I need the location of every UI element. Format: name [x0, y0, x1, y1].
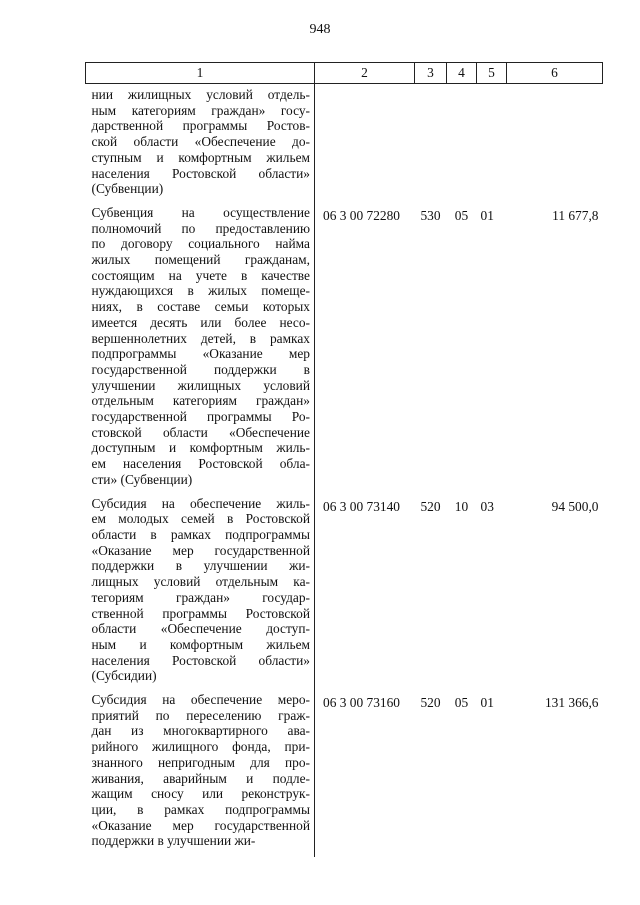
row-name-line: жилых помещений гражданам, — [91, 252, 310, 268]
row-name-line: населения Ростовской области» — [91, 652, 310, 668]
row-name-line: нуждающихся в жилых помеще- — [91, 283, 310, 299]
row-name-cell — [86, 692, 315, 857]
row-name-line: государственной программы Ро- — [91, 409, 310, 425]
row-name-line: нии жилищных условий отдель- — [91, 87, 310, 102]
row-name-line: живания, аварийным и подле- — [91, 770, 310, 786]
target-code-cell: 06 3 00 73140 — [323, 498, 400, 514]
section-cell — [447, 84, 477, 205]
row-name-line: состоящим на учете в качестве — [91, 267, 310, 283]
row-name-line: «Оказание мер государственной — [91, 542, 310, 558]
column-header: 4 — [447, 63, 477, 84]
subsection-cell: 01 — [480, 207, 494, 223]
table-row — [86, 84, 603, 205]
row-name-line: ниях, в составе семьи которых — [91, 299, 310, 315]
table-body — [86, 84, 603, 858]
row-name-line: вершеннолетних детей, в рамках — [91, 330, 310, 346]
table-row — [86, 692, 603, 857]
row-name-line: полномочий по предоставлению — [91, 220, 310, 236]
row-name-line: Субвенция на осуществление — [91, 204, 310, 220]
column-header: 5 — [477, 63, 507, 84]
row-name-line: ции, в рамках подпрограммы — [91, 801, 310, 817]
table-row — [86, 496, 603, 692]
row-name-line: ным и комфортным жильем — [91, 636, 310, 652]
amount-cell: 131 366,6 — [544, 695, 599, 711]
subsection-cell: 03 — [480, 498, 494, 514]
row-name-line: дарственной программы Ростов- — [91, 118, 310, 134]
section-cell: 10 — [454, 498, 469, 514]
expense-type-cell — [415, 84, 447, 205]
row-name-line: имеется десять или более несо- — [91, 314, 310, 330]
table-row — [86, 205, 603, 496]
expense-type-cell: 520 — [420, 695, 441, 711]
row-name-line: ственной программы Ростовской — [91, 605, 310, 621]
row-name-line: области в рамках подпрограммы — [91, 526, 310, 542]
row-name-line: сти» (Субвенции) — [91, 471, 193, 487]
row-name-line: рийного жилищного фонда, при- — [91, 739, 310, 755]
row-name-line: Субсидия на обеспечение меро- — [91, 692, 310, 708]
row-name-line: дан из многоквартирного ава- — [91, 723, 310, 739]
row-name-cell — [86, 205, 315, 496]
amount-cell: 11 677,8 — [552, 207, 599, 223]
row-name-cell — [86, 84, 315, 205]
row-name-line: ступным и комфортным жильем — [91, 149, 310, 165]
row-name-line: лищных условий отдельным ка- — [91, 574, 310, 590]
row-name-line: улучшении жилищных условий — [91, 377, 310, 393]
column-header: 1 — [86, 63, 315, 84]
subsection-cell — [477, 84, 507, 205]
row-name-line: «Оказание мер государственной — [91, 817, 310, 833]
row-name-line: Субсидия на обеспечение жиль- — [91, 495, 310, 511]
row-name-line: населения Ростовской области» — [91, 165, 310, 181]
row-name-line: доступным и комфортным жиль- — [91, 440, 310, 456]
row-name-line: (Субвенции) — [91, 181, 164, 197]
row-name-line: (Субсидии) — [91, 668, 157, 684]
row-name-line: тегориям граждан» государ- — [91, 589, 310, 605]
row-name-cell — [86, 496, 315, 692]
row-name-line: ем населения Ростовской обла- — [91, 456, 310, 472]
row-name-line: приятий по переселению граж- — [91, 707, 310, 723]
row-name-line: подпрограммы «Оказание мер — [91, 346, 310, 362]
row-name-line: ской области «Обеспечение до- — [91, 134, 310, 150]
row-name-line: отдельным категориям граждан» — [91, 393, 310, 409]
row-name-line: жащим сносу или реконструк- — [91, 786, 310, 802]
target-code-cell: 06 3 00 72280 — [323, 207, 400, 223]
expense-type-cell: 530 — [420, 207, 441, 223]
target-code-cell: 06 3 00 73160 — [323, 695, 400, 711]
row-name-line: стовской области «Обеспечение — [91, 424, 310, 440]
page-number: 948 — [309, 22, 331, 37]
row-name-line: поддержки в улучшении жи- — [91, 833, 256, 849]
row-name-line: государственной поддержки в — [91, 361, 310, 377]
amount-cell — [507, 84, 603, 205]
row-name-line: ем молодых семей в Ростовской — [91, 511, 310, 527]
target-code-cell — [315, 84, 415, 205]
row-name-line: ным категориям граждан» госу- — [91, 102, 310, 118]
amount-cell: 94 500,0 — [551, 498, 599, 514]
row-name-line: области «Обеспечение доступ- — [91, 621, 310, 637]
budget-table — [85, 62, 603, 857]
column-header: 2 — [315, 63, 415, 84]
subsection-cell: 01 — [480, 695, 494, 711]
row-name-line: по договору социального найма — [91, 236, 310, 252]
row-name-line: знанного непригодным для про- — [91, 754, 310, 770]
section-cell: 05 — [454, 207, 469, 223]
row-name-line: поддержки в улучшении жи- — [91, 558, 310, 574]
column-header: 6 — [507, 63, 603, 84]
column-header: 3 — [415, 63, 447, 84]
expense-type-cell: 520 — [420, 498, 441, 514]
table-header-row — [86, 63, 603, 84]
section-cell: 05 — [454, 695, 469, 711]
